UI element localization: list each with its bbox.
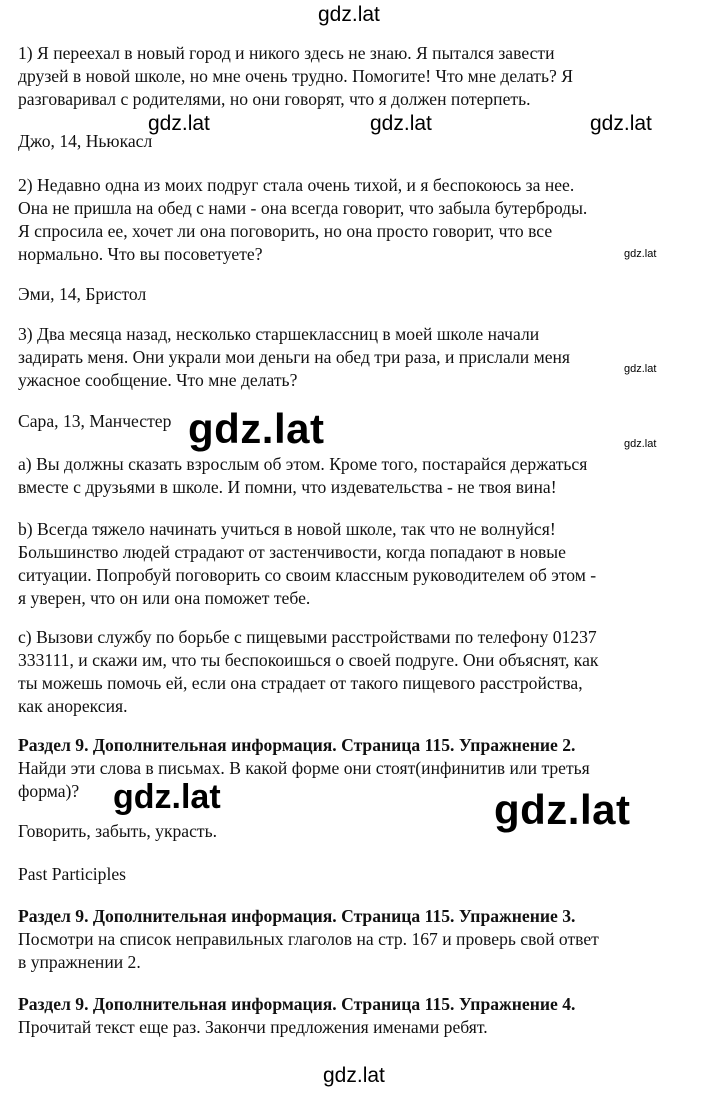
text-line: Посмотри на список неправильных глаголов на стр. 167 и проверь свой ответ <box>18 929 599 949</box>
text-line: ты можешь помочь ей, если она страдает от такого пищевого расстройства, <box>18 673 583 693</box>
letter-2-signature: Эми, 14, Бристол <box>18 284 147 304</box>
text-line: друзей в новой школе, но мне очень трудно. Помогите! Что мне делать? Я <box>18 66 573 86</box>
watermark: gdz.lat <box>624 438 657 450</box>
text-line: форма)? <box>18 781 80 801</box>
text-line: Я спросила ее, хочет ли она поговорить, но она просто говорит, что все <box>18 221 553 241</box>
text-line: нормально. Что вы посоветуете? <box>18 244 263 264</box>
text-line: Она не пришла на обед с нами - она всегда говорит, что забыла бутерброды. <box>18 198 588 218</box>
text-line: разговаривал с родителями, но они говорят, что я должен потерпеть. <box>18 89 531 109</box>
text-line: 333111, и скажи им, что ты беспокоишься о своей подруге. Они объяснят, как <box>18 650 599 670</box>
letter-1-signature: Джо, 14, Ньюкасл <box>18 131 153 151</box>
watermark: gdz.lat <box>188 405 325 452</box>
exercise-4 <box>18 993 670 1039</box>
text-line: Найди эти слова в письмах. В какой форме они стоят(инфинитив или третья <box>18 758 590 778</box>
letter-3 <box>18 323 670 392</box>
watermark: gdz.lat <box>494 786 631 833</box>
answer-c <box>18 626 670 718</box>
text-line: ужасное сообщение. Что мне делать? <box>18 370 298 390</box>
text-line: в упражнении 2. <box>18 952 141 972</box>
watermark: gdz.lat <box>624 363 657 375</box>
exercise-3 <box>18 905 670 974</box>
text-line: a) Вы должны сказать взрослым об этом. Кроме того, постарайся держаться <box>18 454 588 474</box>
text-line: ситуации. Попробуй поговорить со своим классным руководителем об этом - <box>18 565 597 585</box>
section-heading: Раздел 9. Дополнительная информация. Страница 115. Упражнение 4. <box>18 994 576 1014</box>
answer-a <box>18 453 670 499</box>
answer-b <box>18 518 670 610</box>
section-heading: Раздел 9. Дополнительная информация. Страница 115. Упражнение 3. <box>18 906 576 926</box>
text-line: Большинство людей страдают от застенчивости, когда попадают в новые <box>18 542 566 562</box>
watermark: gdz.lat <box>590 112 652 135</box>
past-participles-note: Past Participles <box>18 864 126 884</box>
letter-3-signature: Сара, 13, Манчестер <box>18 411 172 431</box>
text-line: 2) Недавно одна из моих подруг стала очень тихой, и я беспокоюсь за нее. <box>18 175 575 195</box>
text-line: 3) Два месяца назад, несколько старшеклассниц в моей школе начали <box>18 324 540 344</box>
text-line: 1) Я переехал в новый город и никого здесь не знаю. Я пытался завести <box>18 43 555 63</box>
letter-1 <box>18 42 670 111</box>
watermark: gdz.lat <box>323 1064 385 1087</box>
exercise-2-answer: Говорить, забыть, украсть. <box>18 821 218 841</box>
watermark: gdz.lat <box>370 112 432 135</box>
text-line: как анорексия. <box>18 696 128 716</box>
watermark: gdz.lat <box>113 778 221 816</box>
text-line: Прочитай текст еще раз. Закончи предложения именами ребят. <box>18 1017 488 1037</box>
section-heading: Раздел 9. Дополнительная информация. Страница 115. Упражнение 2. <box>18 735 576 755</box>
text-line: c) Вызови службу по борьбе с пищевыми расстройствами по телефону 01237 <box>18 627 597 647</box>
text-line: вместе с друзьями в школе. И помни, что издевательства - не твоя вина! <box>18 477 557 497</box>
letter-2 <box>18 174 670 266</box>
watermark: gdz.lat <box>318 3 380 26</box>
watermark: gdz.lat <box>624 248 657 260</box>
text-line: я уверен, что он или она поможет тебе. <box>18 588 311 608</box>
text-line: задирать меня. Они украли мои деньги на обед три раза, и прислали меня <box>18 347 571 367</box>
text-line: b) Всегда тяжело начинать учиться в новой школе, так что не волнуйся! <box>18 519 556 539</box>
watermark: gdz.lat <box>148 112 210 135</box>
